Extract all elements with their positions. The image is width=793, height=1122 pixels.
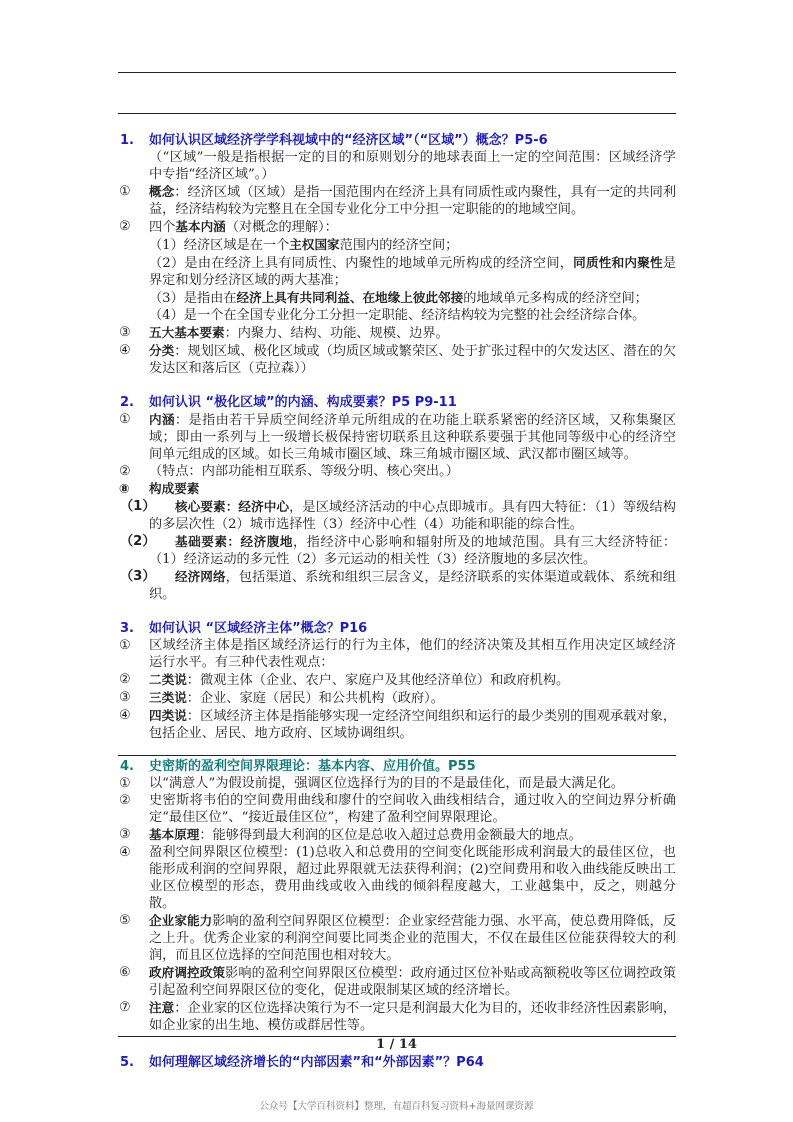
list-item: [118, 671, 676, 689]
question-section: [118, 394, 676, 603]
footer-watermark: 公众号【大学百科资料】整理，有超百科复习资料+海量网课资源: [259, 1101, 534, 1112]
text-run: ：是指由若干异质空间经济单元所组成的在功能上联系紧密的经济区域，又称集聚区域；即由一系列与上一级增长极保持密切联系且这种联系要强于其他同等级中心的经济空间单元组成的区域。如长三角城市圈区域、珠三角城市圈区域、武汉都市圈区域等。: [149, 413, 677, 462]
question-number: 4.: [120, 759, 134, 774]
text-run: ：规划区域、极化区域或（均质区域或繁荣区、处于扩张过程中的欠发达区、潜在的欠发达区和落后区（克拉森））: [149, 344, 677, 376]
item-marker: （2）: [120, 534, 156, 549]
list-item: [118, 218, 676, 236]
text-run: （特点：内部功能相互联系、等级分明、核心突出。）: [149, 464, 459, 479]
text-run: ：微观主体（企业、农户、家庭户及其他经济单位）和政府机构。: [186, 673, 570, 688]
question-heading: [118, 394, 676, 411]
list-item: [118, 254, 676, 289]
list-item: [118, 689, 676, 707]
text-run: ：企业家的区位选择决策行为不一定只是利润最大化为目的，还收非经济性因素影响，如企业家的出生地、模仿或群居性等。: [149, 1001, 677, 1033]
list-item: [118, 844, 676, 912]
item-text: [149, 238, 458, 253]
text-run: 是界定和划分经济区域的两大基准；: [149, 256, 677, 288]
text-run: （1）经济区域是在一个: [149, 238, 290, 253]
question-heading: [118, 1054, 676, 1071]
list-item: [118, 183, 676, 218]
header-rule-bottom: [118, 113, 676, 114]
item-marker: ②: [119, 672, 131, 687]
item-text: [149, 413, 676, 462]
list-item: [118, 480, 676, 498]
list-item: [118, 826, 676, 844]
item-text: [149, 308, 645, 323]
list-item: [118, 307, 676, 324]
text-run: 史密斯将韦伯的空间费用曲线和廖什的空间收入曲线相结合，通过收入的空间边界分析确定“最佳区位”、“接近最佳区位”，构建了盈利空间界限理论。: [149, 793, 676, 825]
bold-term: 四类说: [149, 708, 187, 723]
item-marker: ⑦: [119, 1000, 131, 1015]
bold-term: 企业家能力: [149, 913, 213, 928]
list-item: [118, 999, 676, 1034]
question-title: 史密斯的盈利空间界限理论：基本内容、应用价值。P55: [149, 759, 476, 774]
question-title: 如何理解区域经济增长的“内部因素”和“外部因素”？P64: [149, 1055, 484, 1070]
text-run: （4）是一个在全国专业化分工分担一定职能、经济结构较为完整的社会经济综合体。: [149, 308, 646, 323]
list-item: [118, 637, 676, 671]
list-item: [118, 775, 676, 792]
bold-term: 三类说: [149, 690, 187, 705]
item-text: [149, 256, 676, 288]
list-item: [118, 707, 676, 742]
item-text: [149, 776, 624, 791]
text-run: ：能够得到最大利润的区位是总收入超过总费用金额最大的地点。: [199, 828, 582, 843]
bold-term: 核心要素：经济中心: [175, 499, 290, 514]
text-run: 的地域单元多构成的经济空间；: [463, 291, 648, 306]
item-text: [149, 533, 676, 568]
bold-term: 基本原理: [149, 827, 200, 842]
list-item: [118, 463, 676, 480]
item-marker: ③: [119, 827, 131, 842]
question-title: 如何认识 “极化区域”的内涵、构成要素？P5 P9-11: [149, 395, 457, 410]
item-text: [149, 673, 569, 688]
item-text: [149, 291, 648, 306]
header-rule-top: [118, 72, 676, 73]
item-text: [149, 709, 676, 741]
bold-term: 主权国家: [289, 237, 340, 252]
item-text: [149, 482, 199, 497]
list-item: [118, 533, 676, 568]
item-text: [149, 185, 676, 217]
text-run: （对概念的理解）：: [225, 220, 338, 235]
bold-term: 政府调控政策: [149, 965, 226, 980]
text-run: 影响的盈利空间界限区位模型：政府通过区位补贴或高额税收等区位调控政策引起盈利空间界限区位的变化，促进或限制某区域的经济增长。: [149, 966, 677, 998]
text-run: （3）是指由在: [149, 291, 237, 306]
question-section: [118, 1054, 676, 1071]
text-run: 四个: [149, 220, 176, 235]
text-run: 影响的盈利空间界限区位模型：企业家经营能力强、水平高，使总费用降低，反之上升。优秀企业家的利润空间要比同类企业的范围大，不仅在最佳区位能获得较大的利润，而且区位选择的空间范围也相对较大。: [149, 914, 677, 963]
item-text: [149, 150, 676, 182]
list-item: [118, 568, 676, 603]
bold-term: 经济上具有共同利益、在地缘上彼此邻接: [236, 290, 464, 305]
question-number: 5.: [120, 1055, 134, 1070]
text-run: （“区域”一般是指根据一定的目的和原则划分的地球表面上一定的空间范围：区域经济学中专指“经济区域”。）: [149, 150, 676, 182]
list-item: [118, 236, 676, 254]
item-marker: ③: [119, 690, 131, 705]
item-marker: （3）: [120, 569, 156, 584]
document-body: [118, 132, 676, 1088]
question-heading: [118, 132, 676, 149]
text-run: 盈利空间界限区位模型：(1)总收入和总费用的空间变化既能形成利润最大的最佳区位，也能形成利润的空间界限，超过此界限就无法获得利润；(2)空间费用和收入曲线能反映出工业区位模型的形态，费用曲线或收入曲线的倾斜程度越大，工业越集中，反之，则越分散。: [149, 845, 676, 911]
item-text: [149, 845, 676, 911]
text-run: （2）是由在经济上具有同质性、内聚性的地域单元所构成的经济空间，: [149, 256, 574, 271]
list-item: [118, 324, 676, 342]
text-run: ，包括渠道、系统和组织三层含义，是经济联系的实体渠道或载体、系统和组织。: [149, 570, 677, 602]
item-text: [149, 326, 449, 341]
question-number: 1.: [120, 133, 134, 148]
bold-term: 内涵: [149, 412, 175, 427]
item-text: [149, 568, 676, 603]
text-run: ：内聚力、结构、功能、规模、边界。: [224, 326, 449, 341]
list-item: [118, 149, 676, 183]
bold-term: 分类: [149, 343, 175, 358]
bold-term: 基础要素：经济腹地: [175, 534, 293, 549]
item-marker: ⑥: [119, 965, 131, 980]
question-title: 如何认识区域经济学学科视域中的“经济区域”（“区域”）概念？P5-6: [149, 133, 548, 148]
list-item: [118, 792, 676, 826]
question-heading: [118, 620, 676, 637]
question-section: [118, 132, 676, 377]
text-run: 区域经济主体是指区域经济运行的行为主体，他们的经济决策及其相互作用决定区域经济运行水平。有三种代表性观点：: [149, 638, 676, 670]
item-text: [149, 914, 676, 963]
item-text: [149, 828, 582, 843]
text-run: 以“满意人”为假设前提，强调区位选择行为的目的不是最佳化，而是最大满足化。: [149, 776, 625, 791]
item-marker: ②: [119, 793, 131, 808]
item-marker: ④: [119, 845, 131, 860]
text-run: ：经济区域（区域）是指一国范围内在经济上具有同质性或内聚性，具有一定的共同利益，经济结构较为完整且在全国专业化分工中分担一定职能的的地域空间。: [149, 185, 677, 217]
bold-term: 概念: [149, 184, 175, 199]
bold-term: 五大基本要素: [149, 325, 225, 340]
item-text: [149, 638, 676, 670]
question-number: 2.: [120, 395, 134, 410]
item-marker: ⑧: [119, 481, 130, 496]
list-item: [118, 964, 676, 999]
item-marker: ①: [119, 638, 131, 653]
item-text: [149, 691, 444, 706]
question-section: [118, 755, 676, 1037]
bold-term: 经济网络: [175, 569, 226, 584]
item-text: [149, 464, 459, 479]
text-run: ，是区域经济活动的中心点即城市。具有四大特征：（1）等级结构的多层次性（2）城市选择性（3）经济中心性（4）功能和职能的综合性。: [149, 500, 676, 532]
item-marker: ④: [119, 708, 131, 723]
item-marker: ①: [119, 184, 131, 199]
text-run: ：区域经济主体是指能够实现一定经济空间组织和运行的最少类别的围观承载对象，包括企业、居民、地方政府、区域协调组织。: [149, 709, 677, 741]
bold-term: 构成要素: [149, 481, 200, 496]
item-text: [149, 793, 676, 825]
bold-term: 同质性和内聚性: [573, 255, 663, 270]
text-run: ，指经济中心影响和辐射所及的地域范围。具有三大经济特征：（1）经济运动的多元性（2）多元运动的相关性（3）经济腹地的多层次性。: [149, 535, 677, 567]
item-text: [149, 220, 338, 235]
item-marker: ⑤: [119, 913, 131, 928]
item-text: [149, 1001, 676, 1033]
item-marker: ①: [119, 776, 131, 791]
question-section: [118, 620, 676, 742]
item-marker: ①: [119, 412, 131, 427]
item-marker: ④: [119, 343, 131, 358]
question-heading: [118, 758, 676, 775]
item-text: [149, 344, 676, 376]
bold-term: 注意: [149, 1000, 175, 1015]
item-marker: （1）: [120, 499, 156, 514]
page-number: 1 / 14: [376, 1037, 417, 1052]
list-item: [118, 912, 676, 964]
item-marker: ②: [119, 464, 131, 479]
list-item: [118, 411, 676, 463]
text-run: ：企业、家庭（居民）和公共机构（政府）。: [186, 691, 444, 706]
item-marker: ②: [119, 219, 131, 234]
bold-term: 基本内涵: [175, 219, 226, 234]
item-text: [149, 966, 676, 998]
text-run: 范围内的经济空间；: [339, 238, 459, 253]
list-item: [118, 289, 676, 307]
question-title: 如何认识 “区域经济主体”概念？P16: [149, 621, 368, 636]
item-marker: ③: [119, 325, 131, 340]
bold-term: 二类说: [149, 672, 187, 687]
item-text: [149, 498, 676, 533]
list-item: [118, 342, 676, 377]
question-number: 3.: [120, 621, 134, 636]
list-item: [118, 498, 676, 533]
